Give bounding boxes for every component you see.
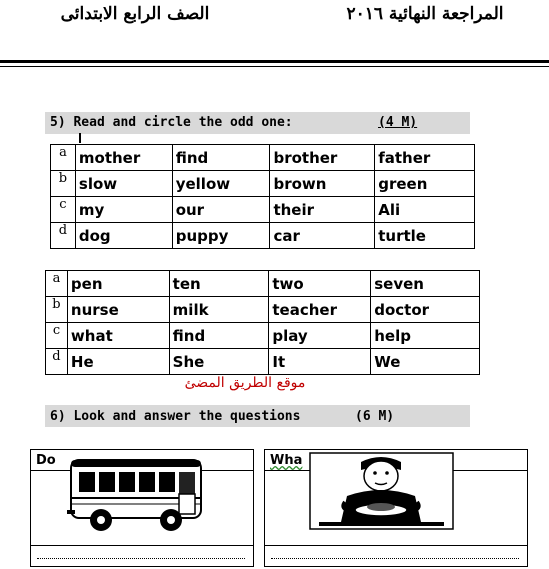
question-1-prompt: Do [36, 453, 56, 468]
word-cell[interactable]: We [371, 349, 480, 375]
word-cell[interactable]: brown [270, 171, 375, 197]
word-cell[interactable]: our [172, 197, 270, 223]
word-cell[interactable]: It [269, 349, 371, 375]
word-cell[interactable]: green [375, 171, 475, 197]
section5-heading: 5) Read and circle the odd one: [50, 115, 293, 130]
row-letter: a [46, 271, 68, 297]
table-row [51, 223, 475, 249]
table-row [51, 145, 475, 171]
word-cell[interactable]: He [67, 349, 169, 375]
word-cell[interactable]: milk [169, 297, 269, 323]
word-cell[interactable]: car [270, 223, 375, 249]
watermark-text: موقع الطريق المضئ [184, 375, 306, 391]
word-cell[interactable]: yellow [172, 171, 270, 197]
word-cell[interactable]: two [269, 271, 371, 297]
word-cell[interactable]: find [169, 323, 269, 349]
row-letter: c [51, 197, 76, 223]
row-letter: c [46, 323, 68, 349]
table-row [46, 323, 480, 349]
section6-marks: (6 M) [355, 409, 395, 424]
word-cell[interactable]: puppy [172, 223, 270, 249]
question-box-2 [264, 449, 528, 567]
word-cell[interactable]: father [375, 145, 475, 171]
table-row [46, 349, 480, 375]
question-2-prompt: Wha [270, 453, 303, 468]
table-row [46, 297, 480, 323]
row-letter: a [51, 145, 76, 171]
header-exam-title: المراجعة النهائية ٢٠١٦ [346, 4, 504, 24]
word-cell[interactable]: teacher [269, 297, 371, 323]
row-letter: d [51, 223, 76, 249]
header-rule-thick [0, 60, 549, 63]
word-cell[interactable]: pen [67, 271, 169, 297]
header-grade-title: الصف الرابع الابتدائى [60, 4, 210, 24]
word-cell[interactable]: turtle [375, 223, 475, 249]
word-cell[interactable]: Ali [375, 197, 475, 223]
word-cell[interactable]: brother [270, 145, 375, 171]
word-cell[interactable]: doctor [371, 297, 480, 323]
question-box-1 [30, 449, 254, 567]
odd-one-table-2 [45, 270, 480, 375]
word-cell[interactable]: mother [75, 145, 172, 171]
answer-line-2[interactable] [271, 558, 519, 559]
word-cell[interactable]: slow [75, 171, 172, 197]
word-cell[interactable]: nurse [67, 297, 169, 323]
row-letter: b [46, 297, 68, 323]
word-cell[interactable]: play [269, 323, 371, 349]
table-row [51, 171, 475, 197]
table-row [46, 271, 480, 297]
word-cell[interactable]: ten [169, 271, 269, 297]
table-row [51, 197, 475, 223]
man-eating-image [309, 452, 454, 530]
cursor-mark [79, 133, 81, 143]
word-cell[interactable]: what [67, 323, 169, 349]
bus-image [67, 454, 207, 536]
question-box-1-answer-area [31, 545, 253, 546]
word-cell[interactable]: She [169, 349, 269, 375]
answer-line-1[interactable] [37, 558, 245, 559]
header-rule-thin [0, 66, 549, 67]
odd-one-table-1 [50, 144, 475, 249]
section5-marks: (4 M) [378, 115, 418, 130]
word-cell[interactable]: help [371, 323, 480, 349]
word-cell[interactable]: dog [75, 223, 172, 249]
word-cell[interactable]: find [172, 145, 270, 171]
word-cell[interactable]: my [75, 197, 172, 223]
word-cell[interactable]: seven [371, 271, 480, 297]
row-letter: d [46, 349, 68, 375]
question-box-2-answer-area [265, 545, 527, 546]
row-letter: b [51, 171, 76, 197]
section6-heading: 6) Look and answer the questions [50, 409, 301, 424]
word-cell[interactable]: their [270, 197, 375, 223]
